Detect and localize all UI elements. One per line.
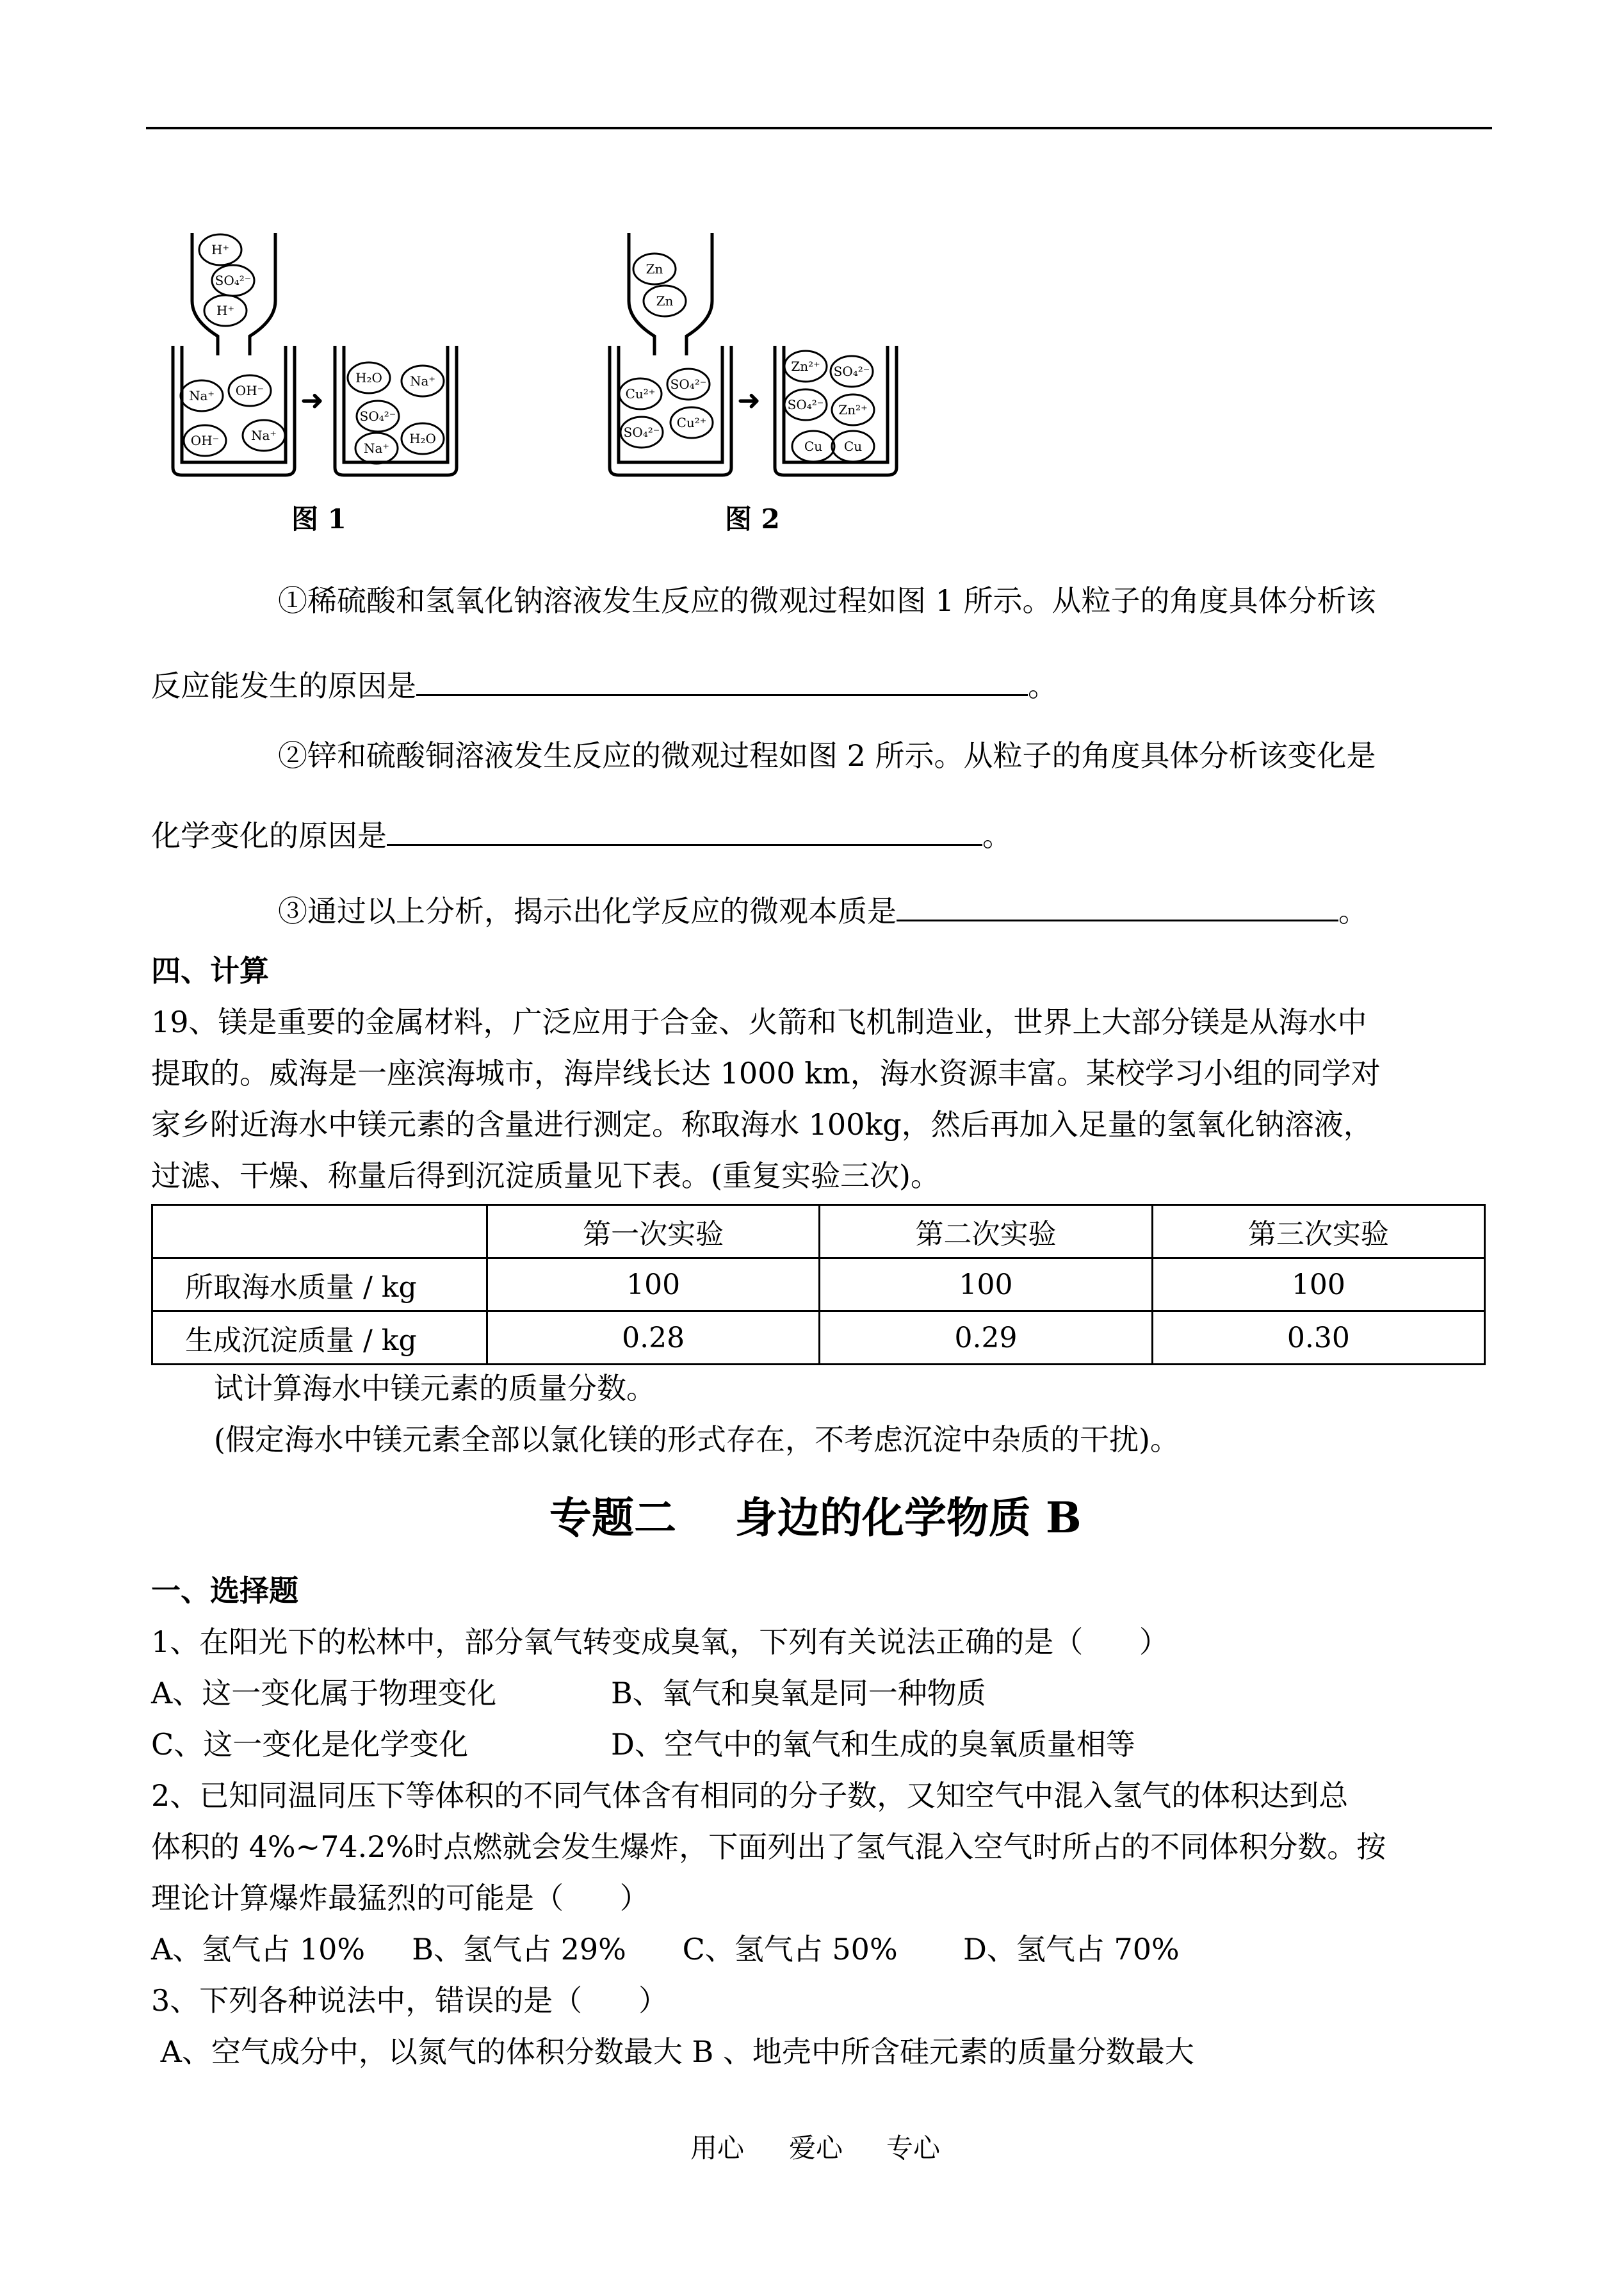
particle-label: Na⁺: [410, 373, 435, 389]
particle-label: Na⁺: [189, 388, 215, 403]
particle-label: Na⁺: [251, 428, 277, 443]
table-cell: 0.29: [820, 1311, 1152, 1365]
mc-q3: 3、下列各种说法中，错误的是（ ）: [151, 1983, 668, 2018]
q2-answer-blank[interactable]: [387, 816, 982, 846]
particle-label: Na⁺: [364, 441, 389, 456]
footer-word-3: 专心: [886, 2132, 941, 2164]
table-cell: 0.28: [487, 1311, 820, 1365]
particle-label: H₂O: [409, 431, 436, 446]
particle-label: OH⁻: [190, 433, 220, 448]
choice-section-heading: 一、选择题: [151, 1573, 298, 1608]
table-row: [152, 1258, 1485, 1311]
fig1-funnel-right: [250, 233, 275, 355]
particle-label: SO₄²⁻: [787, 397, 824, 412]
header-rule: [146, 127, 1492, 129]
q1-end: 。: [1028, 669, 1057, 703]
reaction-figures: [154, 224, 948, 493]
particle-label: Cu: [804, 439, 823, 454]
q3-line: [278, 891, 1368, 929]
q2-prompt: 化学变化的原因是: [151, 818, 387, 853]
fig2-funnel-right: [686, 233, 712, 355]
particle-label: SO₄²⁻: [670, 377, 707, 392]
fig2-arrow: ➜: [737, 384, 761, 417]
q1-line1: ①稀硫酸和氢氧化钠溶液发生反应的微观过程如图 1 所示。从粒子的角度具体分析该: [278, 583, 1376, 618]
table-cell: 100: [820, 1258, 1152, 1311]
q19-assumption: (假定海水中镁元素全部以氯化镁的形式存在，不考虑沉淀中杂质的干扰)。: [214, 1422, 1180, 1457]
mc-q3-options: A、空气成分中，以氮气的体积分数最大 B 、地壳中所含硅元素的质量分数最大: [151, 2034, 1194, 2069]
experiment-table: [151, 1204, 1486, 1365]
q3-prompt: ③通过以上分析，揭示出化学反应的微观本质是: [278, 894, 897, 929]
particle-label: SO₄²⁻: [833, 364, 870, 379]
q19-line3: 家乡附近海水中镁元素的含量进行测定。称取海水 100kg，然后再加入足量的氢氧化钠溶液，: [151, 1107, 1373, 1142]
table-row-header: 生成沉淀质量 / kg: [152, 1311, 487, 1365]
table-cell: 0.30: [1152, 1311, 1484, 1365]
particle-label: Zn: [646, 261, 663, 277]
particle-label: SO₄²⁻: [359, 409, 396, 424]
mc-q2-line1: 2、已知同温同压下等体积的不同气体含有相同的分子数，又知空气中混入氢气的体积达到总: [151, 1778, 1349, 1813]
q1-prompt: 反应能发生的原因是: [151, 669, 416, 703]
fig2-funnel-left: [629, 233, 654, 355]
mc-q2-line2: 体积的 4%~74.2%时点燃就会发生爆炸，下面列出了氢气混入空气时所占的不同体积分数。按: [151, 1829, 1386, 1864]
particle-label: Cu: [843, 439, 863, 454]
particle-label: OH⁻: [235, 383, 264, 398]
q19-instruction: 试计算海水中镁元素的质量分数。: [214, 1371, 656, 1406]
mc-q1-option-a: A、这一变化属于物理变化: [151, 1676, 497, 1710]
footer-word-2: 爱心: [789, 2132, 843, 2164]
q3-end: 。: [1338, 894, 1368, 929]
particle-label: SO₄²⁻: [623, 425, 660, 440]
q2-line2: [151, 816, 1012, 854]
particle-label: SO₄²⁻: [215, 273, 252, 288]
particle-label: H⁺: [211, 242, 229, 257]
fig2-label: 图 2: [725, 503, 780, 535]
particle-label: Cu²⁺: [625, 386, 656, 401]
table-cell: 100: [1152, 1258, 1484, 1311]
q19-line4: 过滤、干燥、称量后得到沉淀质量见下表。(重复实验三次)。: [151, 1158, 940, 1193]
mc-q2-options: A、氢气占 10% B、氢气占 29% C、氢气占 50% D、氢气占 70%: [151, 1932, 1180, 1967]
q3-answer-blank[interactable]: [897, 891, 1338, 921]
topic-title: 专题二 身边的化学物质 B: [549, 1493, 1082, 1543]
q2-end: 。: [982, 818, 1012, 853]
fig1-arrow: ➜: [300, 384, 324, 417]
mc-q1: 1、在阳光下的松林中，部分氧气转变成臭氧，下列有关说法正确的是（ ）: [151, 1625, 1169, 1659]
mc-q1-option-c: C、这一变化是化学变化: [151, 1727, 469, 1762]
table-cell: 100: [487, 1258, 820, 1311]
particle-label: Zn: [656, 293, 674, 309]
table-row: [152, 1311, 1485, 1365]
fig1-label: 图 1: [291, 503, 346, 535]
table-header-row: [152, 1205, 1485, 1258]
q19-line2: 提取的。威海是一座滨海城市，海岸线长达 1000 km，海水资源丰富。某校学习小组的同学对: [151, 1056, 1381, 1091]
particle-label: Zn²⁺: [838, 402, 868, 418]
q1-answer-blank[interactable]: [416, 666, 1028, 696]
fig1-beaker-left: [173, 346, 295, 475]
table-header-cell: 第二次实验: [820, 1205, 1152, 1258]
table-header-cell: 第三次实验: [1152, 1205, 1484, 1258]
table-header-cell: 第一次实验: [487, 1205, 820, 1258]
q2-line1: ②锌和硫酸铜溶液发生反应的微观过程如图 2 所示。从粒子的角度具体分析该变化是: [278, 738, 1376, 773]
q19-line1: 19、镁是重要的金属材料，广泛应用于合金、火箭和飞机制造业，世界上大部分镁是从海水中: [151, 1005, 1367, 1039]
particle-label: H⁺: [216, 303, 234, 318]
particle-label: Cu²⁺: [676, 415, 707, 430]
mc-q2-line3: 理论计算爆炸最猛烈的可能是（ ）: [151, 1881, 649, 1915]
footer-word-1: 用心: [690, 2132, 745, 2164]
mc-q1-option-b: B、氧气和臭氧是同一种物质: [611, 1676, 986, 1710]
particle-label: H₂O: [355, 370, 382, 385]
section4-heading: 四、计算: [151, 953, 269, 988]
fig2-beaker-left: [610, 346, 731, 475]
q1-line2: [151, 666, 1057, 704]
table-header-cell: [152, 1205, 487, 1258]
particle-label: Zn²⁺: [791, 359, 820, 374]
mc-q1-option-d: D、空气中的氧气和生成的臭氧质量相等: [611, 1727, 1135, 1762]
table-row-header: 所取海水质量 / kg: [152, 1258, 487, 1311]
